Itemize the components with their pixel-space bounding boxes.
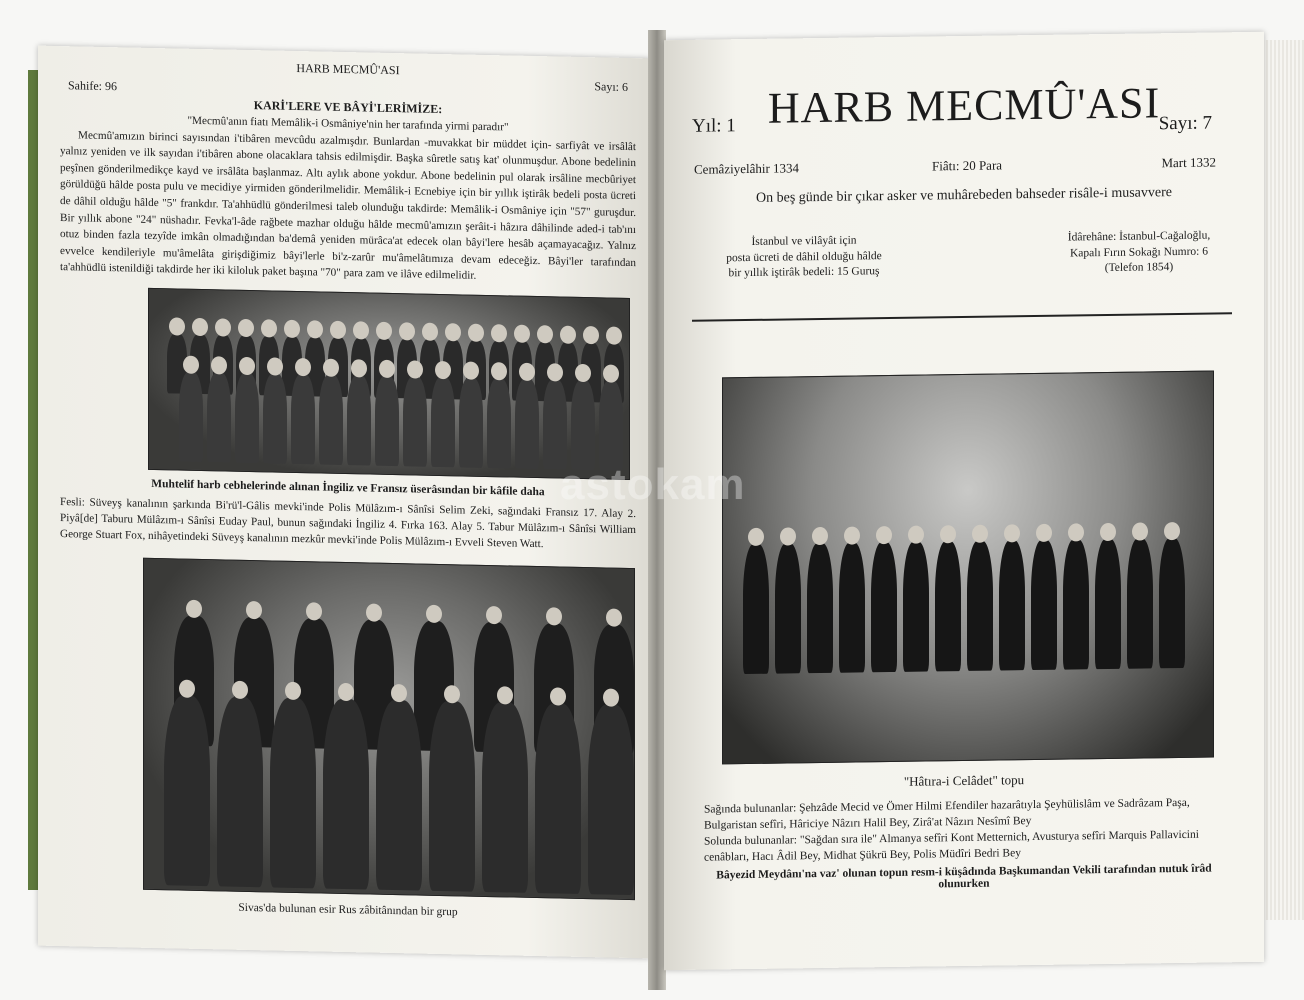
issue-label: Sayı: 7 [1158, 112, 1212, 135]
photo-figure [323, 699, 369, 890]
photo-figure [179, 372, 203, 463]
photo-figure-head [323, 359, 339, 377]
photo1-caption-title: Muhtelif harb cebhelerinde alınan İngiliz ve Fransız üserâsından bir kâfile daha [151, 477, 545, 499]
photo-figure-head [519, 363, 535, 381]
watermark: astokam [560, 460, 746, 509]
photo-figure-head [491, 362, 507, 380]
photo-figure-head [306, 602, 322, 620]
subscription-line: İstanbul ve vilâyât için [751, 234, 857, 248]
left-page [38, 46, 650, 959]
photo-figure-head [1100, 523, 1116, 541]
photo-figure [1063, 539, 1089, 669]
price-label: Fiâtı: 20 Para [932, 157, 1003, 174]
photo-figure [871, 542, 897, 672]
photo-figure-head [603, 688, 619, 706]
photo-figure [935, 541, 961, 671]
photo-figure-head [391, 684, 407, 702]
caption-line: Sağında bulunanlar: Şehzâde Mecid ve Ömer Hilmi Efendiler hazarâtıyla Şeyhülislâm ve Sadrâzam Paşa, Bulgaristan sefîri, Hâriciye Nâzırı Halil Bey, Zirâ'at Nâzırı Nesîmî Bey [704, 796, 1190, 832]
photo-figure-head [876, 526, 892, 544]
photo-figure [999, 540, 1025, 670]
photo-figure-head [422, 323, 438, 341]
photo-figure-head [338, 683, 354, 701]
photo-figure-head [267, 357, 283, 375]
photo-figure [263, 373, 287, 464]
photo-figure [482, 702, 528, 893]
photo-figure-head [211, 356, 227, 374]
photo-figure-head [307, 320, 323, 338]
notice-headline: KARİ'LERE VE BÂYİ'LERİMİZE: [253, 98, 443, 117]
photo-figure-head [486, 606, 502, 624]
date-hijri: Cemâziyelâhir 1334 [694, 160, 800, 177]
photo-figure-head [606, 326, 622, 344]
photo-figure-head [407, 360, 423, 378]
photo-figure-head [192, 318, 208, 336]
photo-figure [164, 695, 210, 886]
notice-paragraph: Mecmû'amızın birinci sayısından i'tibâren mevcûdu azalmışdır. Bunlardan -muvakkat bir müddet için- sarfiyât ve irsâlât yalnız yeniden ve ilk sayıdan i'tibâren abone olacaklara tahsis edilmişdir. Başka sûretle satış kat' olunmuşdur. Abone bedelinin peşînen gönderilmedikçe kayd ve irsâlâta başlanmaz. Altı aylık abone yokdur. Abone bedelinin pul olarak irsâline mecbûriyet görüldüğü hâlde posta pulu ve mecidiye yirmiden gönderilmelidir. Memâlik-i Ecnebiye için bir yıllık iştirâk bedeli posta ücreti de dâhil olduğu hâlde "5" frankdır. Ta'ahhüdlü gönderilmesi taleb olunduğu takdirde: Memâlik-i Osmâniye için "57" guruşdur. Bir yıllık abone "24" nüshadır. Fevka'l-âde rağbete mazhar olduğu hâlde mecmû'amızın şerâit-i hâzıra dâhilinde aded-i tab'ını otuz binden fazla tezyîde imkân olmadığından ba'demâ yeniden mürâca'at edecek olan bâyi'lere hesâb açamayacağız. Yalnız evvelce kendileriyle mu'âmelâta girişdiğimiz bâyi'lerle bi'z-zarûr mu'âmelâtımıza devam edeceğiz. Bâyi'ler tarafından ta'ahhüdlü istenildiği takdirde her iki kiloluk paket başına "70" para zam ve ilâve edilmelidir. [60, 129, 636, 283]
photo-figure-head [1036, 524, 1052, 542]
photo-figure-head [1132, 522, 1148, 540]
photo-figure-head [376, 322, 392, 340]
subscription-line: posta ücreti de dâhil olduğu hâlde [726, 249, 882, 264]
photo-figure-head [491, 324, 507, 342]
photo-figure [270, 697, 316, 888]
photo-figure [1159, 538, 1185, 668]
photo-figure-head [550, 687, 566, 705]
photo-figure [839, 542, 865, 672]
photo-figure-head [379, 360, 395, 378]
photo-figure-head [444, 685, 460, 703]
photo-figure-head [179, 680, 195, 698]
photo-figure [1127, 538, 1153, 668]
photo-figure [207, 372, 231, 463]
photo-figure-head [547, 363, 563, 381]
photo-figure-head [748, 528, 764, 546]
running-head-title: HARB MECMÛ'ASI [296, 61, 400, 78]
photo-figure [217, 696, 263, 887]
photo-figure-head [238, 319, 254, 337]
issue-number: Sayı: 6 [594, 79, 628, 94]
photo-figure-head [560, 326, 576, 344]
masthead-subtitle: On beş günde bir çıkar asker ve muhârebeden bahseder risâle-i musavvere [756, 185, 1172, 206]
photo-figure-head [606, 608, 622, 626]
photo-figure [599, 380, 623, 471]
photo-figure [1031, 540, 1057, 670]
photo-figure [403, 376, 427, 467]
office-info [1054, 228, 1224, 277]
photo-figure-head [435, 361, 451, 379]
masthead-title: HARB MECMÛ'ASI [767, 78, 1161, 133]
photo-figure-head [239, 357, 255, 375]
page-stack-edge [1262, 40, 1304, 920]
photo-figure-head [468, 324, 484, 342]
photo-figure-head [537, 325, 553, 343]
photo-figure-head [330, 321, 346, 339]
photo-figure [775, 543, 801, 673]
photo-figure [515, 379, 539, 470]
photo-figure-head [1068, 523, 1084, 541]
photo-figure-head [426, 605, 442, 623]
year-label: Yıl: 1 [692, 115, 736, 137]
photo-figure-head [575, 364, 591, 382]
photo-figure-head [366, 603, 382, 621]
photo-figure-head [780, 527, 796, 545]
photo-figure [1095, 539, 1121, 669]
photo-figure [319, 374, 343, 465]
photo-figure-head [186, 600, 202, 618]
photo-figure-head [812, 527, 828, 545]
photo-prisoners-group [148, 288, 630, 480]
photo-figure-head [972, 525, 988, 543]
photo-figure-head [399, 322, 415, 340]
photo-figure [535, 703, 581, 894]
photo-figure [235, 373, 259, 464]
photo-figure [967, 541, 993, 671]
photo-figure [459, 377, 483, 468]
photo-figure [743, 544, 769, 674]
photo-figure-head [514, 325, 530, 343]
photo-caption [704, 794, 1234, 865]
photo-figure-head [183, 356, 199, 374]
photo-figure [543, 379, 567, 470]
photo-figure [487, 378, 511, 469]
photo1-caption: Fesli: Süveyş kanalının şarkında Bi'rü'l-Gâlis mevki'inde Polis Mülâzım-ı Sânîsi Selim Zeki, sağındaki Fransız 17. Alay 2. Piyâ[de] Taburu Mülâzım-ı Sânîsi Euday Paul, bunun sağındaki İngiliz 4. Fırka 163. Alay 5. Tabur Mülâzım-ı Sânîsi William George Stuart Fox, nihâyetindeki Süveyş kanalının mezkûr mevki'inde Polis Mülâzım-ı Evveli Steven Watt. [60, 496, 636, 551]
photo-caption-title: "Hâtıra-i Celâdet" topu [903, 772, 1025, 789]
notice-body [60, 110, 636, 288]
photo-figure-head [908, 526, 924, 544]
right-page [664, 32, 1264, 970]
photo-final-caption: Bâyezid Meydânı'na vaz' olunan topun resm-i küşâdında Başkumandan Vekili tarafından nutuk îrâd olunurken [716, 862, 1212, 891]
photo-figure-head [295, 358, 311, 376]
notice-quote: "Mecmû'anın fiatı Memâlik-i Osmâniye'nin her tarafında yirmi paradır" [187, 114, 509, 134]
photo-figure-head [232, 681, 248, 699]
masthead-rule [692, 312, 1232, 322]
photo-figure-head [351, 359, 367, 377]
photo-figure [375, 376, 399, 467]
photo-figure-head [284, 320, 300, 338]
photo-figure-head [583, 326, 599, 344]
photo-figure [571, 380, 595, 471]
photo-figure [429, 701, 475, 892]
running-head [58, 56, 638, 94]
photo-figure-head [169, 317, 185, 335]
photo-figure-head [261, 319, 277, 337]
photo-figure-head [285, 682, 301, 700]
page-number: Sahife: 96 [68, 78, 117, 94]
photo-figure-head [215, 318, 231, 336]
photo2-caption: Sivas'da bulunan esir Rus zâbitânından bir grup [238, 901, 458, 919]
photo-figure-head [1164, 522, 1180, 540]
subscription-info [704, 233, 904, 282]
subscription-line: bir yıllık iştirâk bedeli: 15 Guruş [728, 265, 880, 280]
photo-figure [431, 377, 455, 468]
photo-figure [376, 700, 422, 891]
photo-figure-head [445, 323, 461, 341]
office-line: (Telefon 1854) [1104, 261, 1174, 275]
photo-figure-head [497, 686, 513, 704]
photo-memorial-cannon [722, 371, 1214, 765]
office-line: Kapalı Fırın Sokağı Numro: 6 [1070, 245, 1208, 260]
photo-figure [903, 541, 929, 671]
date-rumi: Mart 1332 [1161, 154, 1216, 171]
photo-figure-head [546, 607, 562, 625]
photo-figure [347, 375, 371, 466]
photo-russian-officers [143, 558, 635, 900]
office-line: İdârehâne: İstanbul-Cağaloğlu, [1067, 229, 1211, 244]
photo-figure [291, 374, 315, 465]
photo-figure-head [353, 321, 369, 339]
photo-figure-head [940, 525, 956, 543]
photo-figure-head [844, 526, 860, 544]
photo-figure [588, 704, 634, 895]
photo-figure-head [463, 361, 479, 379]
photo-figure [807, 543, 833, 673]
photo-figure-head [603, 364, 619, 382]
photo-figure-head [1004, 524, 1020, 542]
photo-figure-head [246, 601, 262, 619]
caption-line: Solunda bulunanlar: "Sağdan sıra ile" Almanya sefîri Kont Metternich, Avusturya sefîri Marquis Pallavicini cenâbları, Hacı Âdil Bey, Midhat Şükrü Bey, Polis Müdîri Bedri Bey [704, 828, 1199, 864]
